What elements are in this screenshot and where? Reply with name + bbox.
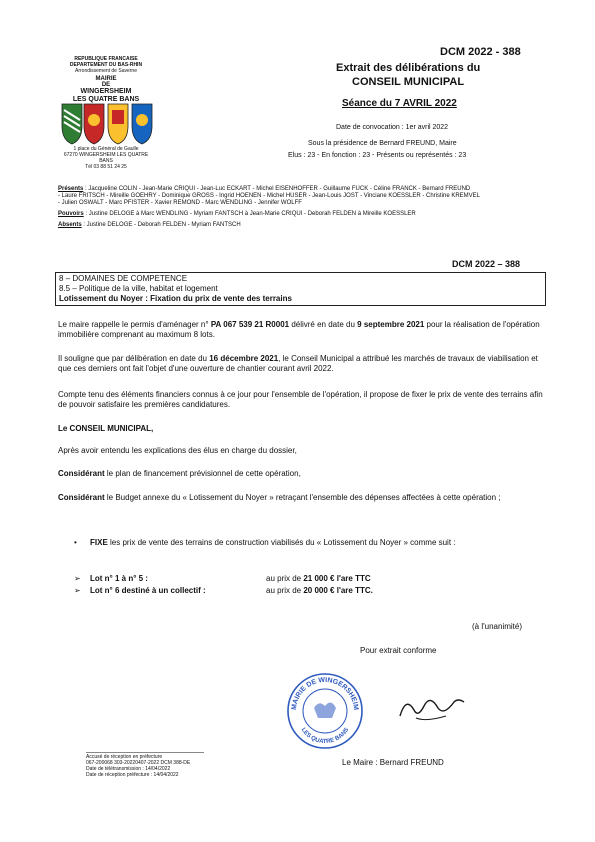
telephone: Tél 03 88 51 24 25	[85, 164, 127, 170]
maire-signature-line: Le Maire : Bernard FREUND	[342, 758, 444, 767]
paragraph-financier: Compte tenu des éléments financiers connus à ce jour pour l'ensemble de l'opération, il propose de fixer le prix de vente des terrains afin de pouvoir satisfaire les premières candidatures.	[58, 390, 543, 409]
commune-subname: LES QUATRE BANS	[72, 96, 140, 103]
receipt-line2: 067-200068 303-20220407-2022 DCM 388-DE	[86, 760, 191, 766]
paragraph-permis: Le maire rappelle le permis d'aménager n° PA 067 539 21 R0001 délivré en date du 9 septembre 2021 pour la réalisation de l'opération immobilière comprenant au maximum 8 lots.	[58, 320, 540, 339]
commune-name: WINGERSHEIM	[80, 88, 132, 95]
bullet-dot-icon: •	[74, 538, 77, 547]
subject-title: Lotissement du Noyer : Fixation du prix de vente des terrains	[59, 294, 292, 303]
receipt-line1: Accusé de réception en préfecture	[86, 754, 163, 760]
lot-list	[74, 574, 534, 598]
pouvoirs-line: Pouvoirs : Justine DELOGE à Marc WENDLING - Myriam FANTSCH à Jean-Marie CRIQUI - Deborah FELDEN à Mireille KOESSLER	[58, 211, 416, 217]
conseil-municipal-heading: Le CONSEIL MUNICIPAL,	[58, 424, 154, 433]
mairie-label: MAIRIE	[95, 76, 117, 82]
paragraph-considerant-1: Considérant le plan de financement prévisionnel de cette opération,	[58, 469, 301, 478]
lot2-price: au prix de 20 000 € l'are TTC.	[266, 586, 373, 595]
arrow-bullet-icon: ➢	[74, 574, 81, 583]
seance-date: Séance du 7 AVRIL 2022	[342, 98, 457, 109]
subject-subdomain: 8.5 – Politique de la ville, habitat et logement	[59, 284, 218, 293]
coat-of-arms-logo	[58, 102, 154, 146]
seal-text-bottom: LES QUATRE BANS	[299, 727, 351, 746]
prefecture-receipt	[86, 752, 204, 778]
absents-label: Absents	[58, 222, 82, 228]
lot2-label: Lot n° 6 destiné à un collectif :	[90, 586, 206, 595]
extrait-title-line2: CONSEIL MUNICIPAL	[352, 76, 465, 88]
arrow-bullet-icon: ➢	[74, 586, 81, 595]
mairie-address-block	[58, 146, 154, 170]
presents-line1: Présents : Jacqueline COLIN - Jean-Marie CRIQUI - Jean-Luc ECKART - Michel EISENHOFFER - Guillaume FUCK - Céline FRANCK - Bernard FREUND	[58, 186, 471, 192]
arrondissement-label: Arrondissement de Saverne	[75, 68, 137, 74]
elus-count: Elus : 23 - En fonction : 23 - Présents ou représentés : 23	[288, 152, 467, 159]
address-line2: 67270 WINGERSHEIM LES QUATRE BANS	[63, 152, 149, 164]
pouvoirs-label: Pouvoirs	[58, 211, 84, 217]
paragraph-explications: Après avoir entendu les explications des élus en charge du dossier,	[58, 446, 297, 455]
reference-top: DCM 2022 - 388	[440, 46, 521, 58]
lot1-price: au prix de 21 000 € l'are TTC	[266, 574, 371, 583]
paragraph-considerant-2: Considérant le Budget annexe du « Lotissement du Noyer » retraçant l'ensemble des dépenses affectées à cette opération ;	[58, 493, 501, 502]
lot-item-2	[74, 586, 534, 598]
departement-label: DEPARTEMENT DU BAS-RHIN	[69, 62, 143, 68]
presents-line2: - Laure FRITSCH - Mireille GOEHRY - Dominique GROSS - Ingrid HOENEN - Michel HUSER - Jean-Louis JOST - Vinciane KOESSLER - Christine KREMVEL	[58, 193, 481, 199]
mairie-header-block	[58, 56, 154, 104]
receipt-line4: Date de réception préfecture : 14/04/2022	[86, 772, 179, 778]
paragraph-marches: Il souligne que par délibération en date du 16 décembre 2021, le Conseil Municipal a attribué les marchés de travaux de viabilisation et que ces derniers ont fait l'objet d'une ouverture de chantier courant avril 2022.	[58, 354, 538, 373]
de-label: DE	[101, 82, 111, 88]
pour-extrait-conforme: Pour extrait conforme	[360, 646, 437, 655]
lot1-label: Lot n° 1 à n° 5 :	[90, 574, 148, 583]
presents-line3: - Julien OSWALT - Marc PFISTER - Xavier REMOND - Marc WENDLING - Jennifer WOLFF	[58, 200, 302, 206]
lot-item-1	[74, 574, 534, 586]
convocation-date: Date de convocation : 1er avril 2022	[336, 124, 449, 131]
republique-label: REPUBLIQUE FRANCAISE	[74, 56, 138, 62]
subject-box	[55, 272, 546, 306]
fixe-bullet: • FIXE les prix de vente des terrains de construction viabilisés du « Lotissement du Noyer » comme suit :	[74, 538, 456, 547]
reference-mid: DCM 2022 – 388	[452, 259, 521, 269]
address-line1: 1 place du Général de Gaulle	[73, 146, 139, 152]
svg-text:LES QUATRE BANS	[300, 727, 351, 745]
presidence-line: Sous la présidence de Bernard FREUND, Maire	[308, 140, 457, 147]
handwritten-signature	[396, 694, 466, 724]
unanimite-note: (à l'unanimité)	[472, 622, 522, 631]
seal-text-top: MAIRIE DE WINGERSHEIM	[290, 676, 360, 711]
subject-domain: 8 – DOMAINES DE COMPETENCE	[59, 274, 188, 283]
presents-label: Présents	[58, 186, 84, 192]
mairie-seal-stamp	[286, 672, 364, 750]
extrait-title-line1: Extrait des délibérations du	[336, 62, 481, 74]
attendance-block	[58, 186, 548, 229]
receipt-line3: Date de télétransmission : 14/04/2022	[86, 766, 171, 772]
absents-line: Absents : Justine DELOGE - Deborah FELDEN - Myriam FANTSCH	[58, 222, 241, 228]
